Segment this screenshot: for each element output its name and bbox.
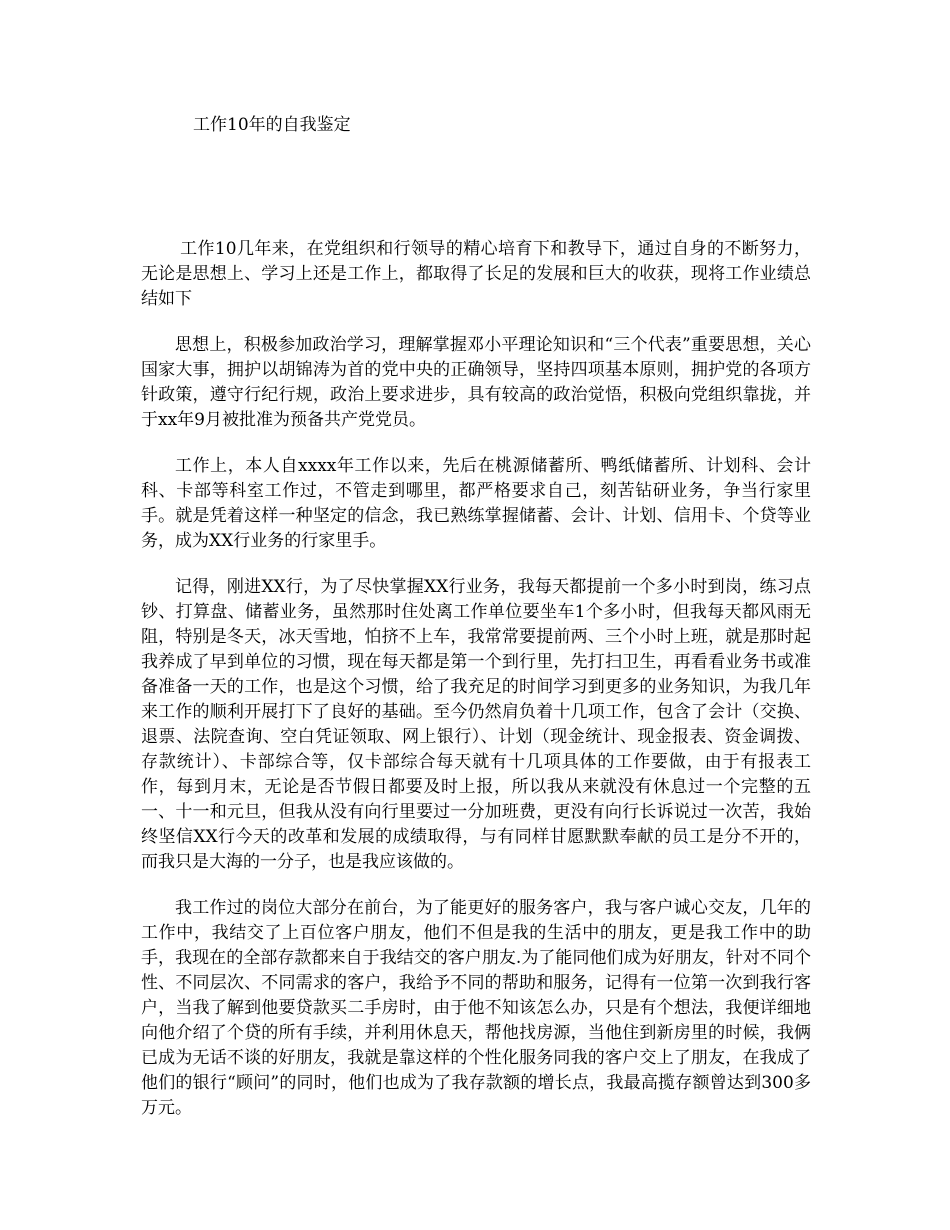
document-title: 工作10年的自我鉴定 xyxy=(193,115,351,135)
paragraph-ideology: 思想上，积极参加政治学习，理解掌握邓小平理论知识和“三个代表”重要思想，关心国家大事，拥护以胡锦涛为首的党中央的正确领导，坚持四项基本原则，拥护党的各项方针政策，遵守行纪行规，政治上要求进步，具有较高的政治觉悟，积极向党组织靠拢，并于xx年9月被批准为预备共产党党员。 xyxy=(141,335,811,430)
paragraph-work: 工作上，本人自xxxx年工作以来，先后在桃源储蓄所、鸭纸储蓄所、计划科、会计科、卡部等科室工作过，不管走到哪里，都严格要求自己，刻苦钻研业务，争当行家里手。就是凭着这样一种坚定的信念，我已熟练掌握储蓄、会计、计划、信用卡、个贷等业务，成为XX行业务的行家里手。 xyxy=(141,456,811,551)
paragraph-customers: 我工作过的岗位大部分在前台，为了能更好的服务客户，我与客户诚心交友，几年的工作中，我结交了上百位客户朋友，他们不但是我的生活中的朋友，更是我工作中的助手，我现在的全部存款都来自于我结交的客户朋友.为了能同他们成为好朋友，针对不同个性、不同层次、不同需求的客户，我给予不同的帮助和服务，记得有一位第一次到我行客户，当我了解到他要贷款买二手房时，由于他不知该怎么办，只是有个想法，我便详细地向他介绍了个贷的所有手续，并利用休息天，帮他找房源，当他住到新房里的时候，我俩已成为无话不谈的好朋友，我就是靠这样的个性化服务同我的客户交上了朋友，在我成了他们的银行“顾问”的同时，他们也成为了我存款额的增长点，我最高揽存额曾达到300多万元。 xyxy=(141,898,811,1118)
document-body xyxy=(141,237,811,1142)
paragraph-intro: 工作10几年来，在党组织和行领导的精心培育下和教导下，通过自身的不断努力，无论是思想上、学习上还是工作上，都取得了长足的发展和巨大的收获，现将工作业绩总结如下 xyxy=(141,239,811,309)
paragraph-memories: 记得，刚进XX行，为了尽快掌握XX行业务，我每天都提前一个多小时到岗，练习点钞、打算盘、储蓄业务，虽然那时住处离工作单位要坐车1个多小时，但我每天都风雨无阻，特别是冬天，冰天雪地，怕挤不上车，我常常要提前两、三个小时上班，就是那时起我养成了早到单位的习惯，现在每天都是第一个到行里，先打扫卫生，再看看业务书或准备准备一天的工作，也是这个习惯，给了我充足的时间学习到更多的业务知识，为我几年来工作的顺利开展打下了良好的基础。至今仍然肩负着十几项工作，包含了会计（交换、退票、法院查询、空白凭证领取、网上银行）、计划（现金统计、现金报表、资金调拨、存款统计）、卡部综合等，仅卡部综合每天就有十几项具体的工作要做，由于有报表工作，每到月末，无论是否节假日都要及时上报，所以我从来就没有休息过一个完整的五一、十一和元旦，但我从没有向行里要过一分加班费，更没有向行长诉说过一次苦，我始终坚信XX行今天的改革和发展的成绩取得，与有同样甘愿默默奉献的员工是分不开的，而我只是大海的一分子，也是我应该做的。 xyxy=(141,577,811,872)
